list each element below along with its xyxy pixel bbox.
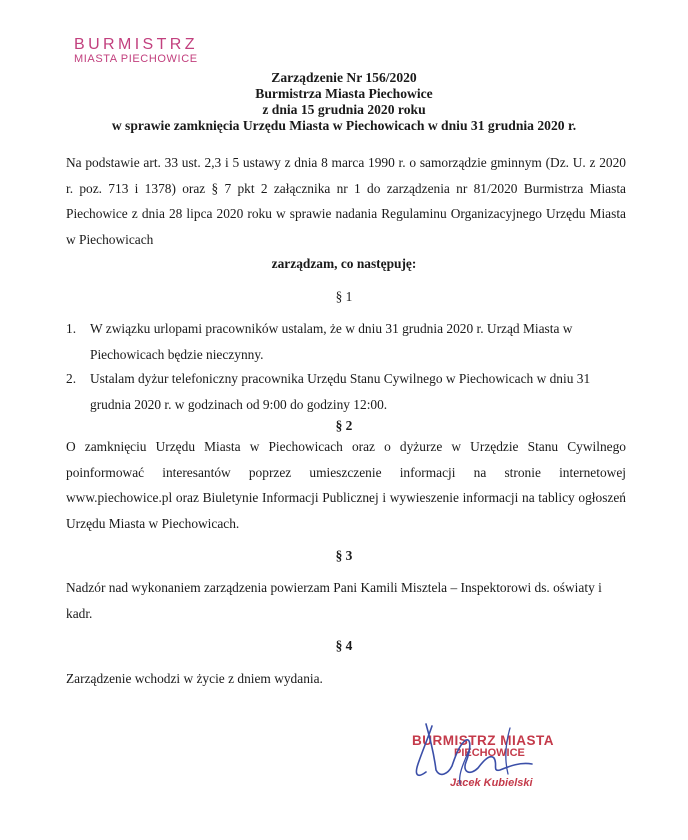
stamp-line-burmistrz: BURMISTRZ xyxy=(74,36,198,53)
item-number: 1. xyxy=(66,321,77,336)
item-text: Ustalam dyżur telefoniczny pracownika Urzędu Stanu Cywilnego w Piechowicach w dniu 31 grudnia 2020 r. w godzinach od 9:00 do godziny 12:00. xyxy=(90,371,591,412)
document-title xyxy=(0,70,688,134)
handwritten-signature xyxy=(400,718,600,808)
section-1-heading: § 1 xyxy=(335,289,353,304)
title-decree-number: Zarządzenie Nr 156/2020 xyxy=(271,70,417,85)
section-4-heading: § 4 xyxy=(335,638,353,653)
section-3-heading: § 3 xyxy=(335,548,353,563)
signature-stamp-title: BURMISTRZ MIASTA xyxy=(412,733,554,748)
signature-stamp-town: PIECHOWICE xyxy=(454,747,525,759)
office-stamp xyxy=(74,37,198,65)
stamp-line-town: MIASTA PIECHOWICE xyxy=(74,53,198,65)
section-3-paragraph: Nadzór nad wykonaniem zarządzenia powierzam Pani Kamili Misztela – Inspektorowi ds. oświaty i kadr. xyxy=(66,580,602,621)
item-number: 2. xyxy=(66,371,77,386)
title-issuer: Burmistrza Miasta Piechowice xyxy=(255,86,433,101)
section-2-heading: § 2 xyxy=(335,418,353,433)
section-2-paragraph: O zamknięciu Urzędu Miasta w Piechowicach oraz o dyżurze w Urzędzie Stanu Cywilnego poinformować interesantów poprzez umieszczenie informacji na stronie internetowej www.piechowice.pl oraz Biuletynie Informacji Publicznej i wywieszenie informacji na tablicy ogłoszeń Urzędu Miasta w Piechowicach. xyxy=(66,439,626,531)
title-date: z dnia 15 grudnia 2020 roku xyxy=(262,102,426,117)
section-1-item-2 xyxy=(66,366,626,417)
preamble-paragraph: Na podstawie art. 33 ust. 2,3 i 5 ustawy z dnia 8 marca 1990 r. o samorządzie gminnym (Dz. U. z 2020 r. poz. 713 i 1378) oraz § 7 pkt 2 załącznika nr 1 do zarządzenia nr 81/2020 Burmistrza Miasta Piechowice z dnia 28 lipca 2020 roku w sprawie nadania Regulaminu Organizacyjnego Urzędu Miasta w Piechowicach xyxy=(66,155,626,247)
item-text: W związku urlopami pracowników ustalam, że w dniu 31 grudnia 2020 r. Urząd Miasta w Piechowicach będzie nieczynny. xyxy=(90,321,573,362)
section-1-item-1 xyxy=(66,316,626,367)
title-subject: w sprawie zamknięcia Urzędu Miasta w Piechowicach w dniu 31 grudnia 2020 r. xyxy=(111,118,577,133)
decree-statement: zarządzam, co następuję: xyxy=(271,256,417,271)
signature-block xyxy=(400,718,600,808)
signature-stamp-name: Jacek Kubielski xyxy=(450,777,533,789)
section-4-paragraph: Zarządzenie wchodzi w życie z dniem wydania. xyxy=(66,671,323,686)
